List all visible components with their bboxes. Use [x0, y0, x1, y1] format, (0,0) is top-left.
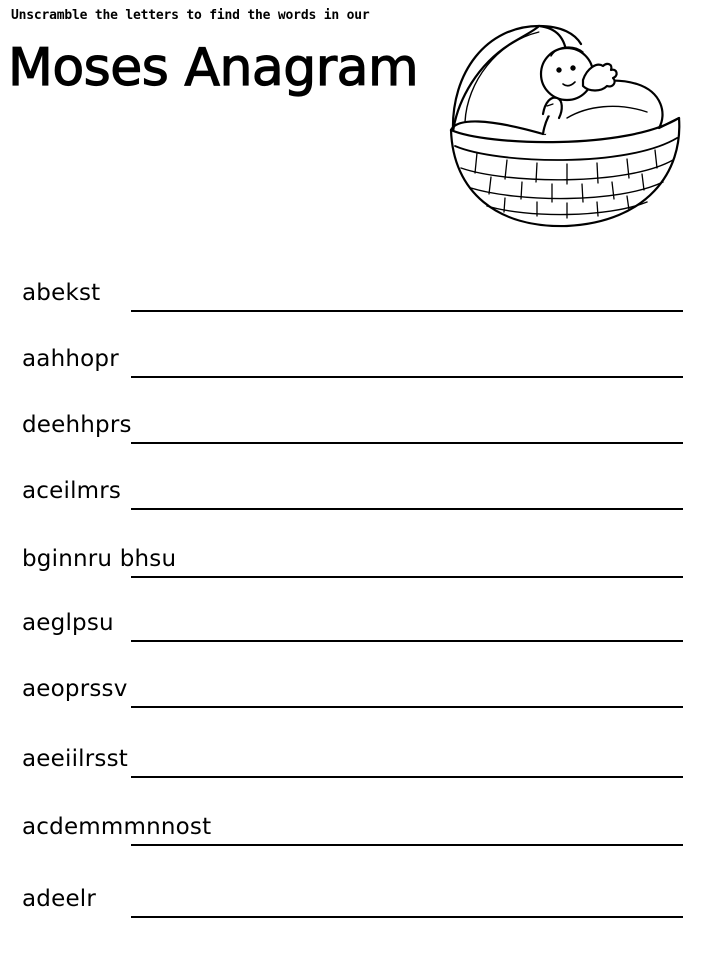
anagram-row — [0, 538, 718, 578]
scrambled-word: aeglpsu — [22, 610, 114, 636]
scrambled-word: aahhopr — [22, 346, 119, 372]
answer-line[interactable] — [131, 508, 683, 510]
anagram-row — [0, 738, 718, 778]
anagram-row — [0, 338, 718, 378]
anagram-row — [0, 602, 718, 642]
anagram-row — [0, 878, 718, 918]
scrambled-word: adeelr — [22, 886, 97, 912]
answer-line[interactable] — [131, 776, 683, 778]
anagram-row — [0, 668, 718, 708]
scrambled-word: acdemmmnnost — [22, 814, 212, 840]
anagram-row — [0, 272, 718, 312]
anagram-row — [0, 404, 718, 444]
scrambled-word: aeeiilrsst — [22, 746, 129, 772]
answer-line[interactable] — [131, 310, 683, 312]
answer-line[interactable] — [131, 706, 683, 708]
answer-line[interactable] — [131, 844, 683, 846]
scrambled-word: aeoprssv — [22, 676, 128, 702]
page-title: Moses Anagram — [8, 38, 419, 98]
answer-line[interactable] — [131, 442, 683, 444]
scrambled-word: deehhprs — [22, 412, 132, 438]
anagram-row — [0, 470, 718, 510]
answer-line[interactable] — [131, 576, 683, 578]
answer-line[interactable] — [131, 640, 683, 642]
anagram-row — [0, 806, 718, 846]
scrambled-word: bginnru bhsu — [22, 546, 177, 572]
scrambled-word: aceilmrs — [22, 478, 122, 504]
answer-line[interactable] — [131, 916, 683, 918]
scrambled-word: abekst — [22, 280, 101, 306]
instruction-text: Unscramble the letters to find the words in our — [11, 8, 370, 23]
answer-line[interactable] — [131, 376, 683, 378]
